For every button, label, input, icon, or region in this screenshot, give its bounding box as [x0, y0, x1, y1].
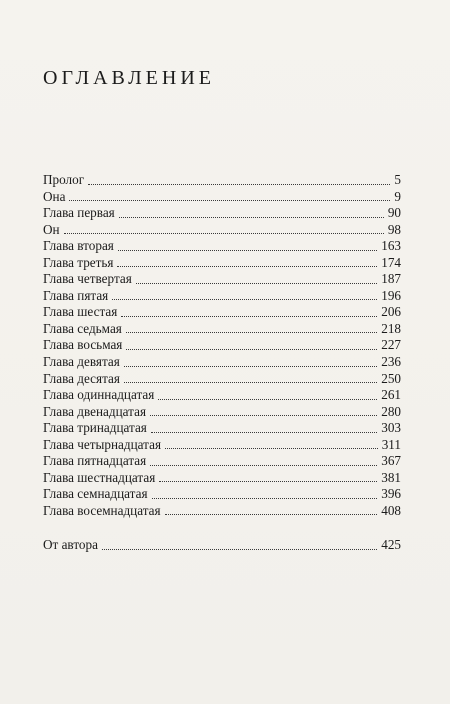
toc-entry-label: Глава шестая: [43, 304, 118, 320]
dot-leader: [136, 282, 377, 284]
toc-entry: [43, 321, 401, 338]
toc-entry: [43, 172, 401, 189]
toc-entry-page-number: 196: [381, 287, 401, 303]
toc-entry-label: Глава пятнадцатая: [43, 453, 147, 469]
toc-entry-label: Глава десятая: [43, 370, 120, 386]
toc-entry-page-number: 311: [381, 436, 401, 452]
dot-leader: [158, 398, 377, 400]
toc-entry-page-number: 218: [381, 320, 401, 336]
toc-entry-label: Глава первая: [43, 205, 115, 221]
toc-entry-page-number: 9: [394, 188, 401, 204]
toc-entry-label: Пролог: [43, 172, 85, 187]
toc-entry-page-number: 381: [381, 469, 401, 485]
toc-entry: [43, 437, 401, 454]
toc-entry-page-number: 163: [381, 238, 401, 254]
dot-leader: [118, 249, 377, 251]
toc-entry: [43, 337, 401, 354]
toc-entry: [43, 271, 401, 288]
dot-leader: [150, 414, 377, 416]
dot-leader: [69, 199, 390, 201]
toc-entry: [43, 205, 401, 222]
dot-leader: [124, 365, 377, 367]
dot-leader: [126, 348, 377, 350]
toc-entry-label: Глава восемнадцатая: [43, 502, 161, 518]
page-title: ОГЛАВЛЕНИЕ: [43, 67, 215, 89]
toc-entry-label: Глава вторая: [43, 238, 114, 254]
toc-entry-label: Глава четырнадцатая: [43, 436, 162, 452]
toc-entry-label: Глава тринадцатая: [43, 420, 147, 436]
toc-entry-page-number: 408: [381, 502, 401, 518]
dot-leader: [124, 381, 377, 383]
toc-entry-afterword: [43, 537, 401, 554]
toc-entry-page-number: 206: [381, 304, 401, 320]
toc-entry: [43, 420, 401, 437]
toc-entry: [43, 288, 401, 305]
toc-entry-label: Глава третья: [43, 254, 114, 270]
toc-entry: [43, 486, 401, 503]
toc-entry: [43, 238, 401, 255]
toc-entry-page-number: 98: [387, 221, 401, 237]
toc-entry-page-number: 250: [381, 370, 401, 386]
toc-entry-page-number: 280: [381, 403, 401, 419]
toc-entry-label: Глава седьмая: [43, 320, 122, 336]
dot-leader: [64, 232, 384, 234]
toc-entry-page-number: 396: [381, 486, 401, 502]
toc-entry: [43, 470, 401, 487]
dot-leader: [112, 298, 377, 300]
toc-entry-page-number: 227: [381, 337, 401, 353]
toc-entry: [43, 387, 401, 404]
toc-entry-page-number: 236: [381, 354, 401, 370]
dot-leader: [152, 497, 378, 499]
table-of-contents: [43, 172, 401, 554]
toc-entry-label: Глава четвертая: [43, 271, 132, 287]
toc-entry: [43, 404, 401, 421]
toc-entry-page-number: 367: [381, 453, 401, 469]
toc-entry: [43, 255, 401, 272]
dot-leader: [159, 480, 377, 482]
toc-entry-label: Глава восьмая: [43, 337, 123, 353]
toc-entry: [43, 354, 401, 371]
dot-leader: [119, 216, 384, 218]
dot-leader: [151, 431, 377, 433]
toc-entry-label: Глава семнадцатая: [43, 486, 148, 502]
toc-entry-label: Глава двенадцатая: [43, 403, 147, 419]
dot-leader: [126, 331, 377, 333]
toc-entry-label: Он: [43, 221, 60, 237]
toc-entry-page-number: 5: [394, 172, 401, 187]
toc-entry-label: Глава одиннадцатая: [43, 387, 155, 403]
toc-entry-label: Глава девятая: [43, 354, 120, 370]
dot-leader: [102, 548, 377, 550]
toc-entry-page-number: 425: [381, 537, 401, 553]
toc-entry-page-number: 90: [387, 205, 401, 221]
toc-entry-page-number: 187: [381, 271, 401, 287]
toc-entry-page-number: 174: [381, 254, 401, 270]
toc-spacer: [43, 519, 401, 537]
toc-entry-page-number: 261: [381, 387, 401, 403]
toc-entry: [43, 371, 401, 388]
toc-entry-label: Она: [43, 188, 66, 204]
toc-entry-label: Глава шестнадцатая: [43, 469, 156, 485]
dot-leader: [165, 447, 378, 449]
dot-leader: [150, 464, 377, 466]
dot-leader: [121, 315, 377, 317]
toc-entry-page-number: 303: [381, 420, 401, 436]
toc-entry-label: От автора: [43, 537, 98, 553]
toc-entry: [43, 503, 401, 520]
dot-leader: [165, 513, 378, 515]
toc-entry: [43, 453, 401, 470]
toc-entry-label: Глава пятая: [43, 287, 109, 303]
toc-entry: [43, 189, 401, 206]
dot-leader: [88, 183, 390, 185]
toc-entry: [43, 304, 401, 321]
dot-leader: [117, 265, 377, 267]
toc-entry: [43, 222, 401, 239]
